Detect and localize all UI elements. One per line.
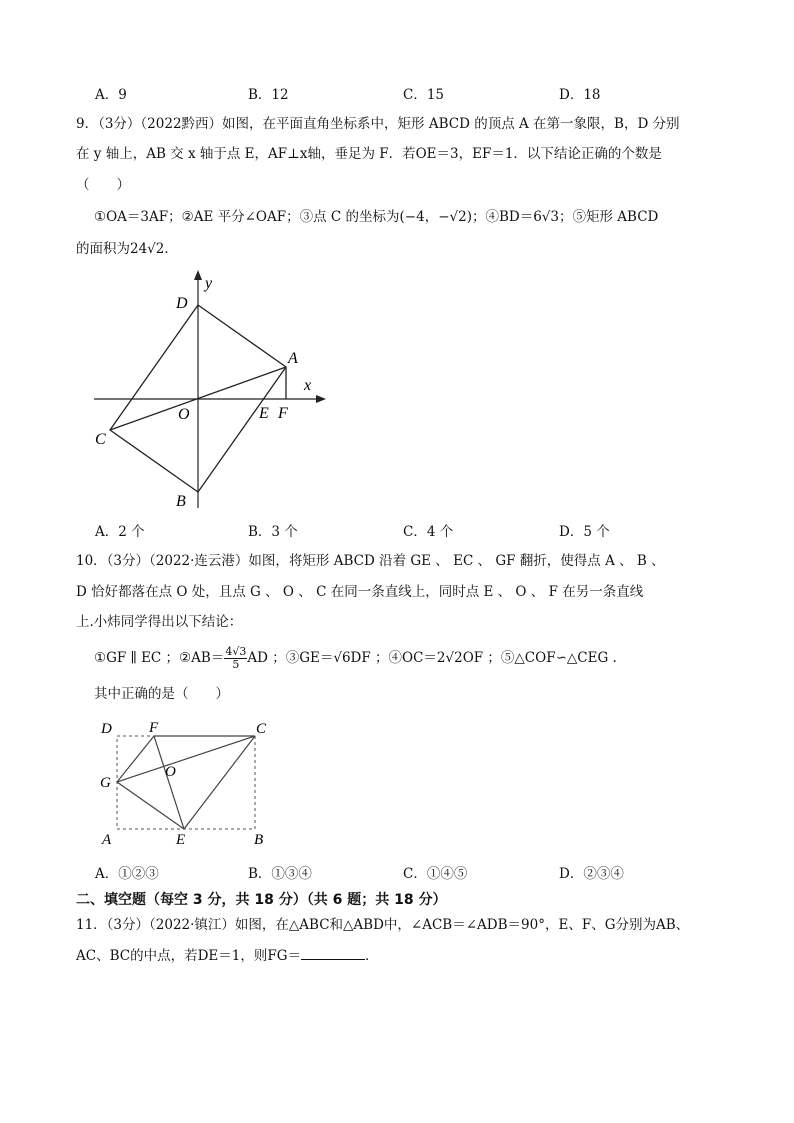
q10-statements xyxy=(94,645,617,671)
q9-option-d: D．5 个 xyxy=(559,524,610,540)
rectangle-abcd-dashed xyxy=(117,736,255,829)
q9-answer-paren: （ ） xyxy=(76,177,130,193)
q10-option-a: A．①②③ xyxy=(95,866,159,882)
q9-option-a: A．2 个 xyxy=(95,524,145,540)
q8-option-c: C．15 xyxy=(403,87,445,103)
q10-figure xyxy=(98,716,288,850)
q10-stem-line2: D 恰好都落在点 O 处，且点 G 、 O 、 C 在同一条直线上，同时点 E 、 O 、 F 在另一条直线 xyxy=(76,584,644,600)
y-axis-arrow xyxy=(194,270,202,280)
q11-stem-line2-text: AC、BC的中点，若DE＝1，则FG＝ xyxy=(76,948,301,964)
label-d: D xyxy=(101,721,112,737)
label-f: F xyxy=(149,720,159,736)
answer-blank[interactable] xyxy=(301,947,365,960)
label-o: O xyxy=(178,406,190,423)
segment-ge xyxy=(117,782,184,829)
q10-stem-line1: 10．（3分）（2022·连云港）如图，将矩形 ABCD 沿着 GE 、 EC 、 GF 翻折，使得点 A 、 B 、 xyxy=(76,553,665,569)
q10-fraction-numerator: 4√3 xyxy=(225,645,247,658)
q9-option-b: B．3 个 xyxy=(248,524,298,540)
q10-option-d: D．②③④ xyxy=(559,866,624,882)
q10-fraction-denominator: 5 xyxy=(232,658,240,671)
section-heading: 二、填空题（每空 3 分，共 18 分）（共 6 题；共 18 分） xyxy=(76,892,447,908)
q9-stem-line1: 9．（3分）（2022黔西）如图，在平面直角坐标系中，矩形 ABCD 的顶点 A 在第一象限，B，D 分别 xyxy=(76,116,680,132)
label-g: G xyxy=(100,775,111,791)
label-b: B xyxy=(176,493,186,510)
q8-option-b: B．12 xyxy=(248,87,289,103)
segment-gc xyxy=(117,736,255,782)
q11-stem-line2 xyxy=(76,947,379,965)
label-x: x xyxy=(304,377,312,394)
q10-option-c: C．①④⑤ xyxy=(403,866,468,882)
label-e: E xyxy=(259,405,269,422)
label-c: C xyxy=(95,431,106,448)
label-a: A xyxy=(102,832,112,848)
q10-fraction xyxy=(224,646,247,671)
q9-figure xyxy=(88,268,348,518)
segment-gf xyxy=(117,736,154,782)
q9-option-c: C．4 个 xyxy=(403,524,454,540)
label-o: O xyxy=(165,764,176,780)
q9-statements-line2: 的面积为24√2． xyxy=(76,241,178,257)
q10-stem-line3: 上.小炜同学得出以下结论： xyxy=(76,614,243,630)
q10-statements-part1: ①GF ∥ EC ；②AB＝ xyxy=(94,650,225,666)
segment-ec xyxy=(184,736,255,829)
q11-stem-line1: 11．（3分）（2022·镇江）如图，在△ABC和△ABD中，∠ACB＝∠ADB＝90°，E、F、G分别为AB、 xyxy=(76,917,690,933)
q10-option-b: B．①③④ xyxy=(248,866,312,882)
label-e: E xyxy=(176,832,186,848)
label-b: B xyxy=(254,832,264,848)
label-c: C xyxy=(256,721,267,737)
q8-option-a: A．9 xyxy=(95,87,127,103)
q9-statements-line1: ①OA＝3AF；②AE 平分∠OAF；③点 C 的坐标为(−4，−√2)；④BD＝6√3；⑤矩形 ABCD xyxy=(94,209,659,225)
segment-fe xyxy=(154,736,184,829)
label-f: F xyxy=(278,405,288,422)
x-axis-arrow xyxy=(316,395,326,403)
q9-stem-line2: 在 y 轴上，AB 交 x 轴于点 E，AF⊥x轴，垂足为 F．若OE＝3，EF＝1．以下结论正确的个数是 xyxy=(76,146,662,162)
q8-option-d: D．18 xyxy=(559,87,601,103)
label-a: A xyxy=(288,350,298,367)
q10-statements-part2: AD ；③GE＝√6DF ；④OC＝2√2OF ；⑤△COF∽△CEG . xyxy=(247,650,617,666)
label-y: y xyxy=(205,275,213,292)
label-d: D xyxy=(176,295,188,312)
q10-question-line: 其中正确的是（ ） xyxy=(94,686,229,702)
q11-stem-line2-end: ． xyxy=(365,948,379,964)
